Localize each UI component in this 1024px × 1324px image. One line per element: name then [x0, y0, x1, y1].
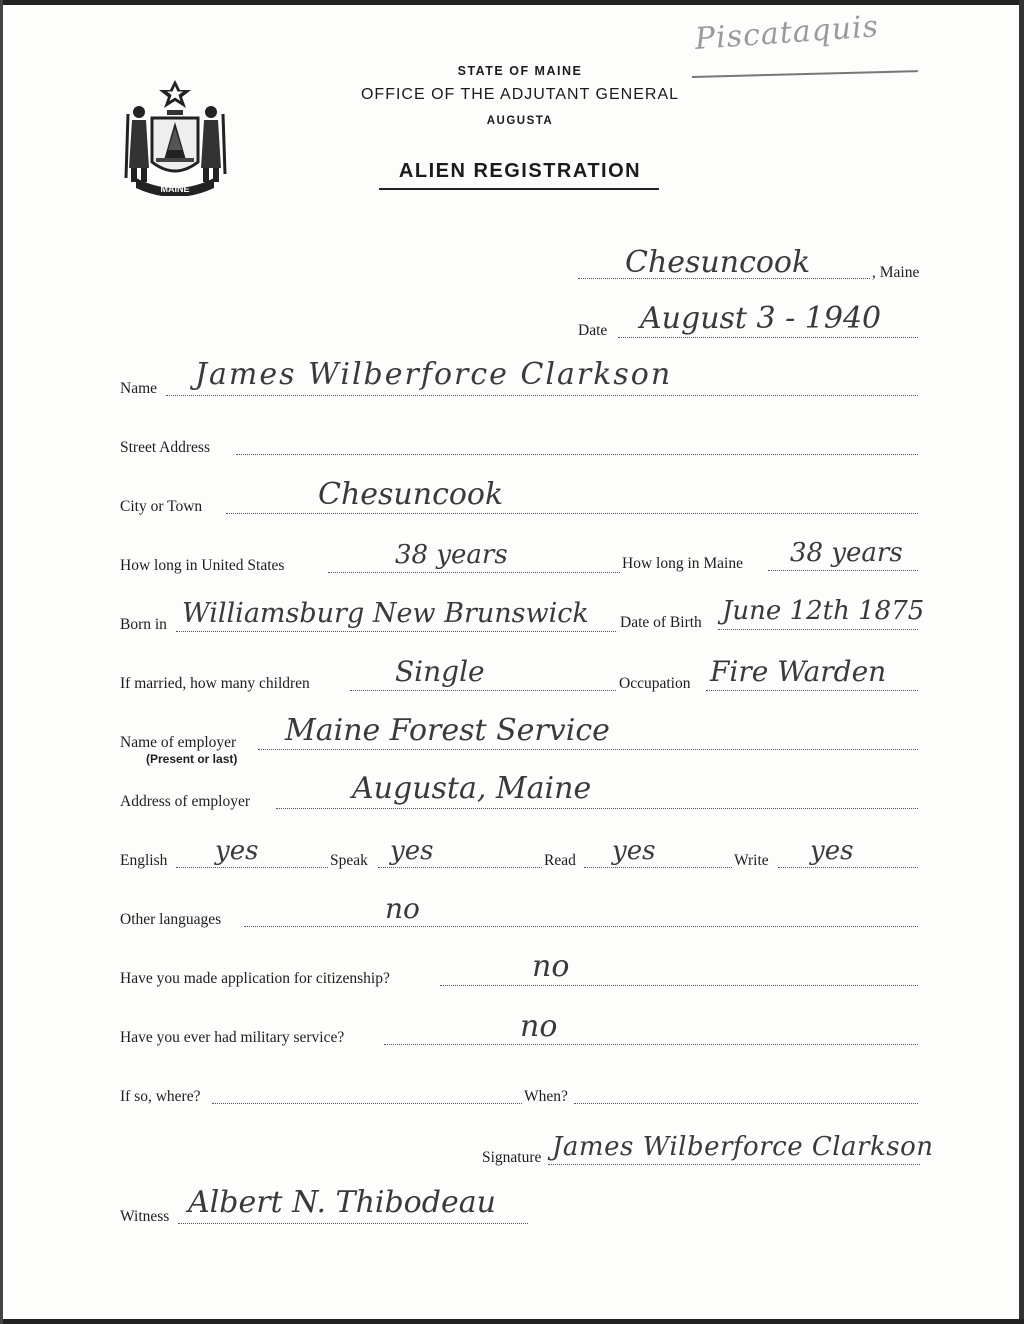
- form-title: ALIEN REGISTRATION: [398, 160, 642, 182]
- occupation-label: Occupation: [619, 675, 691, 692]
- if-so-where-line: [212, 1103, 522, 1104]
- name-line: [166, 395, 918, 396]
- witness-value: Albert N. Thibodeau: [188, 1185, 496, 1220]
- military-value: no: [520, 1009, 558, 1044]
- employer-line: [258, 749, 918, 750]
- city-value: Chesuncook: [318, 477, 504, 512]
- city-label: City or Town: [120, 498, 203, 515]
- english-label: English: [120, 852, 168, 869]
- how-long-maine-line: [768, 570, 918, 571]
- how-long-maine-label: How long in Maine: [622, 555, 743, 572]
- write-label: Write: [734, 852, 769, 869]
- place-value: Chesuncook: [625, 245, 811, 280]
- scan-border-top: [0, 0, 1024, 5]
- scan-border-left: [0, 0, 3, 1324]
- how-long-us-value: 38 years: [395, 540, 508, 570]
- speak-line: [378, 867, 542, 868]
- scan-border-right: [1019, 0, 1024, 1324]
- children-label: If married, how many children: [120, 675, 310, 692]
- street-line: [236, 454, 918, 455]
- signature-line: [548, 1164, 920, 1165]
- employer-address-value: Augusta, Maine: [352, 771, 592, 806]
- write-line: [778, 867, 918, 868]
- occupation-line: [706, 690, 918, 691]
- born-in-line: [176, 631, 616, 632]
- seal-banner-text: MAINE: [160, 184, 190, 194]
- speak-value: yes: [390, 836, 434, 866]
- military-line: [384, 1044, 918, 1045]
- english-value: yes: [215, 836, 259, 866]
- signature-value: James Wilberforce Clarkson: [552, 1132, 934, 1162]
- name-value: James Wilberforce Clarkson: [195, 357, 673, 392]
- employer-label: Name of employer: [120, 734, 237, 751]
- if-so-where-label: If so, where?: [120, 1088, 201, 1105]
- date-label: Date: [578, 322, 608, 339]
- read-line: [584, 867, 732, 868]
- maine-label: , Maine: [872, 264, 920, 281]
- citizenship-line: [440, 985, 918, 986]
- maine-state-seal-icon: [122, 78, 228, 196]
- occupation-value: Fire Warden: [710, 655, 887, 688]
- read-value: yes: [612, 836, 656, 866]
- born-in-value: Williamsburg New Brunswick: [182, 598, 589, 629]
- date-of-birth-line: [718, 629, 918, 630]
- header-office: OFFICE OF THE ADJUTANT GENERAL: [360, 86, 680, 103]
- header-state: STATE OF MAINE: [457, 64, 583, 78]
- signature-label: Signature: [482, 1149, 542, 1166]
- citizenship-value: no: [532, 949, 570, 984]
- how-long-us-line: [328, 572, 620, 573]
- header-city: AUGUSTA: [486, 115, 554, 127]
- city-line: [226, 513, 918, 514]
- employer-address-line: [276, 808, 918, 809]
- name-label: Name: [120, 380, 158, 397]
- citizenship-label: Have you made application for citizenship?: [120, 970, 390, 987]
- children-value: Single: [395, 655, 485, 688]
- street-label: Street Address: [120, 439, 210, 456]
- other-languages-value: no: [385, 892, 420, 925]
- read-label: Read: [544, 852, 576, 869]
- employer-note: (Present or last): [146, 752, 238, 766]
- date-of-birth-label: Date of Birth: [620, 614, 702, 631]
- children-line: [350, 690, 616, 691]
- when-label: When?: [524, 1088, 568, 1105]
- date-line: [618, 337, 918, 338]
- scan-border-bottom: [0, 1319, 1024, 1324]
- other-languages-label: Other languages: [120, 911, 222, 928]
- other-languages-line: [244, 926, 918, 927]
- employer-value: Maine Forest Service: [285, 713, 610, 748]
- how-long-maine-value: 38 years: [790, 538, 903, 568]
- when-line: [574, 1103, 918, 1104]
- speak-label: Speak: [330, 852, 368, 869]
- how-long-us-label: How long in United States: [120, 557, 285, 574]
- witness-line: [178, 1223, 528, 1224]
- date-value: August 3 - 1940: [640, 301, 882, 336]
- military-label: Have you ever had military service?: [120, 1029, 345, 1046]
- english-line: [176, 867, 328, 868]
- write-value: yes: [810, 836, 854, 866]
- witness-label: Witness: [120, 1208, 170, 1225]
- born-in-label: Born in: [120, 616, 167, 633]
- county-annotation: Piscataquis: [693, 9, 881, 57]
- employer-address-label: Address of employer: [120, 793, 250, 810]
- date-of-birth-value: June 12th 1875: [722, 596, 925, 626]
- title-underline: [379, 188, 659, 190]
